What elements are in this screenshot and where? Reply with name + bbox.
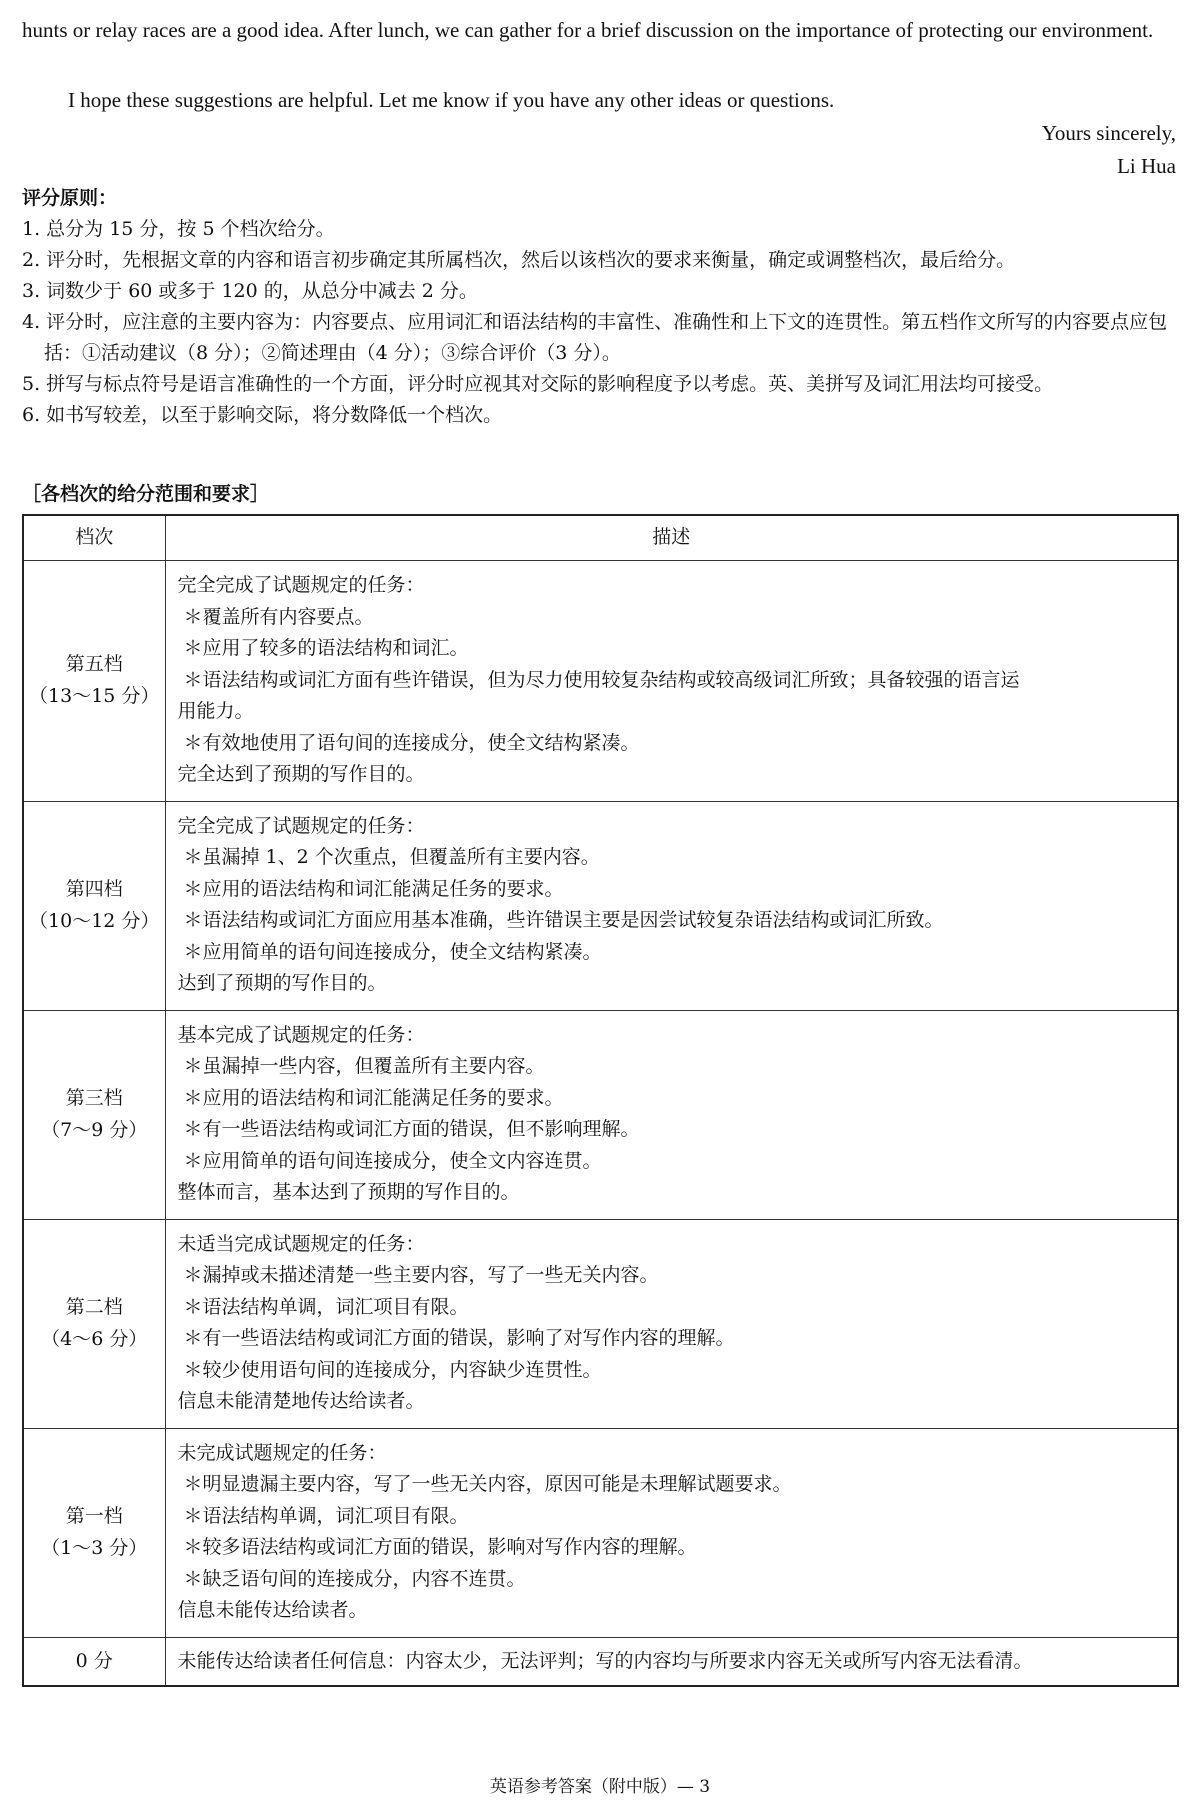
description-line: 基本完成了试题规定的任务： xyxy=(177,1023,425,1046)
rule-item: 3. 词数少于 60 或多于 120 的，从总分中减去 2 分。 xyxy=(22,280,478,302)
level-name: 第五档 xyxy=(65,653,123,676)
rule-item: 2. 评分时，先根据文章的内容和语言初步确定其所属档次，然后以该档次的要求来衡量，确定或调整档次，最后给分。 xyxy=(22,249,1016,271)
grading-table-title: ［各档次的给分范围和要求］ xyxy=(22,483,270,505)
description-line: ＊较多语法结构或词汇方面的错误，影响对写作内容的理解。 xyxy=(183,1536,697,1558)
description-line: ＊有一些语法结构或词汇方面的错误，但不影响理解。 xyxy=(183,1118,640,1140)
level-name: 第一档 xyxy=(65,1505,123,1527)
level-cell xyxy=(23,1010,165,1219)
rule-item: 4. 评分时，应注意的主要内容为：内容要点、应用词汇和语法结构的丰富性、准确性和上下文的连贯性。第五档作文所写的内容要点应包括：①活动建议（8 分）；②简述理由（4 分）；③综合评价（3 分）。 xyxy=(22,311,1168,364)
level-score-range: （1～3 分） xyxy=(41,1536,148,1559)
description-cell xyxy=(165,801,1178,1010)
scoring-rules-list xyxy=(22,214,1182,431)
description-line: ＊应用了较多的语法结构和词汇。 xyxy=(183,637,469,659)
description-line: 完全完成了试题规定的任务： xyxy=(177,814,425,837)
description-line: ＊虽漏掉 1、2 个次重点，但覆盖所有主要内容。 xyxy=(183,846,600,868)
description-line: 信息未能清楚地传达给读者。 xyxy=(177,1390,425,1412)
letter-paragraph-1: hunts or relay races are a good idea. After lunch, we can gather for a brief discussion on the importance of protecting our environment. xyxy=(22,18,1154,42)
level-name: 第三档 xyxy=(65,1087,123,1109)
level-name: 第四档 xyxy=(65,878,123,900)
grading-table xyxy=(22,514,1179,1687)
description-line: ＊漏掉或未描述清楚一些主要内容，写了一些无关内容。 xyxy=(183,1264,659,1286)
level-score-range: （4～6 分） xyxy=(41,1327,148,1350)
level-cell xyxy=(23,561,165,802)
table-row xyxy=(23,801,1178,1010)
description-line: 完全完成了试题规定的任务： xyxy=(177,574,425,596)
description-line: ＊虽漏掉一些内容，但覆盖所有主要内容。 xyxy=(183,1055,545,1077)
table-row xyxy=(23,1428,1178,1637)
description-line: ＊应用的语法结构和词汇能满足任务的要求。 xyxy=(183,1086,564,1109)
description-cell xyxy=(165,1219,1178,1428)
description-line: ＊语法结构单调，词汇项目有限。 xyxy=(183,1504,469,1527)
level-cell xyxy=(23,1637,165,1686)
description-line: ＊应用的语法结构和词汇能满足任务的要求。 xyxy=(183,877,564,900)
description-line: ＊有效地使用了语句间的连接成分，使全文结构紧凑。 xyxy=(183,731,640,754)
table-header-row xyxy=(23,515,1178,561)
scoring-principles-title: 评分原则： xyxy=(22,187,118,209)
description-line: 完全达到了预期的写作目的。 xyxy=(177,763,425,785)
description-cell xyxy=(165,1010,1178,1219)
table-row xyxy=(23,561,1178,802)
description-line: ＊较少使用语句间的连接成分，内容缺少连贯性。 xyxy=(183,1358,602,1381)
rule-item: 1. 总分为 15 分，按 5 个档次给分。 xyxy=(22,218,335,240)
header-description: 描述 xyxy=(165,515,1178,561)
description-line: ＊语法结构或词汇方面有些许错误，但为尽力使用较复杂结构或较高级词汇所致；具备较强的语言运 xyxy=(183,668,1020,691)
table-row xyxy=(23,1010,1178,1219)
level-cell xyxy=(23,1428,165,1637)
description-line: ＊覆盖所有内容要点。 xyxy=(183,605,374,628)
description-line: 整体而言，基本达到了预期的写作目的。 xyxy=(177,1181,520,1203)
level-score-range: （13～15 分） xyxy=(29,684,160,707)
grading-table-body xyxy=(23,561,1178,1687)
description-line: ＊有一些语法结构或词汇方面的错误，影响了对写作内容的理解。 xyxy=(183,1327,735,1349)
level-score-range: （7～9 分） xyxy=(41,1118,148,1141)
level-name: 第二档 xyxy=(65,1296,123,1318)
table-row xyxy=(23,1219,1178,1428)
page-footer: 英语参考答案（附中版）— 3 xyxy=(489,1777,711,1797)
description-cell xyxy=(165,1637,1178,1686)
letter-paragraph-2: I hope these suggestions are helpful. Let me know if you have any other ideas or questions. xyxy=(68,88,835,112)
description-line: 达到了预期的写作目的。 xyxy=(177,972,387,994)
description-cell xyxy=(165,561,1178,802)
level-score-range: （10～12 分） xyxy=(29,909,160,932)
description-line: 未适当完成试题规定的任务： xyxy=(177,1232,425,1255)
description-cell xyxy=(165,1428,1178,1637)
header-level: 档次 xyxy=(23,515,165,561)
description-line: 信息未能传达给读者。 xyxy=(177,1599,368,1621)
letter-closing: Yours sincerely, xyxy=(1041,121,1176,145)
table-row xyxy=(23,1637,1178,1686)
description-line: ＊明显遗漏主要内容，写了一些无关内容，原因可能是未理解试题要求。 xyxy=(183,1473,792,1495)
description-line: 用能力。 xyxy=(177,700,254,722)
level-name: 0 分 xyxy=(75,1649,113,1672)
rule-item: 6. 如书写较差，以至于影响交际，将分数降低一个档次。 xyxy=(22,404,503,426)
description-line: 未完成试题规定的任务： xyxy=(177,1441,387,1464)
description-line: ＊语法结构单调，词汇项目有限。 xyxy=(183,1295,469,1318)
description-line: ＊应用简单的语句间连接成分，使全文内容连贯。 xyxy=(183,1149,602,1172)
level-cell xyxy=(23,1219,165,1428)
description-line: ＊缺乏语句间的连接成分，内容不连贯。 xyxy=(183,1567,526,1590)
rule-item: 5. 拼写与标点符号是语言准确性的一个方面，评分时应视其对交际的影响程度予以考虑。英、美拼写及词汇用法均可接受。 xyxy=(22,373,1054,395)
level-cell xyxy=(23,801,165,1010)
description-line: ＊应用简单的语句间连接成分，使全文结构紧凑。 xyxy=(183,940,602,963)
description-line: ＊语法结构或词汇方面应用基本准确，些许错误主要是因尝试较复杂语法结构或词汇所致。 xyxy=(183,909,944,931)
description-line: 未能传达给读者任何信息：内容太少，无法评判；写的内容均与所要求内容无关或所写内容无法看清。 xyxy=(177,1649,1033,1672)
letter-signature: Li Hua xyxy=(1117,154,1176,178)
